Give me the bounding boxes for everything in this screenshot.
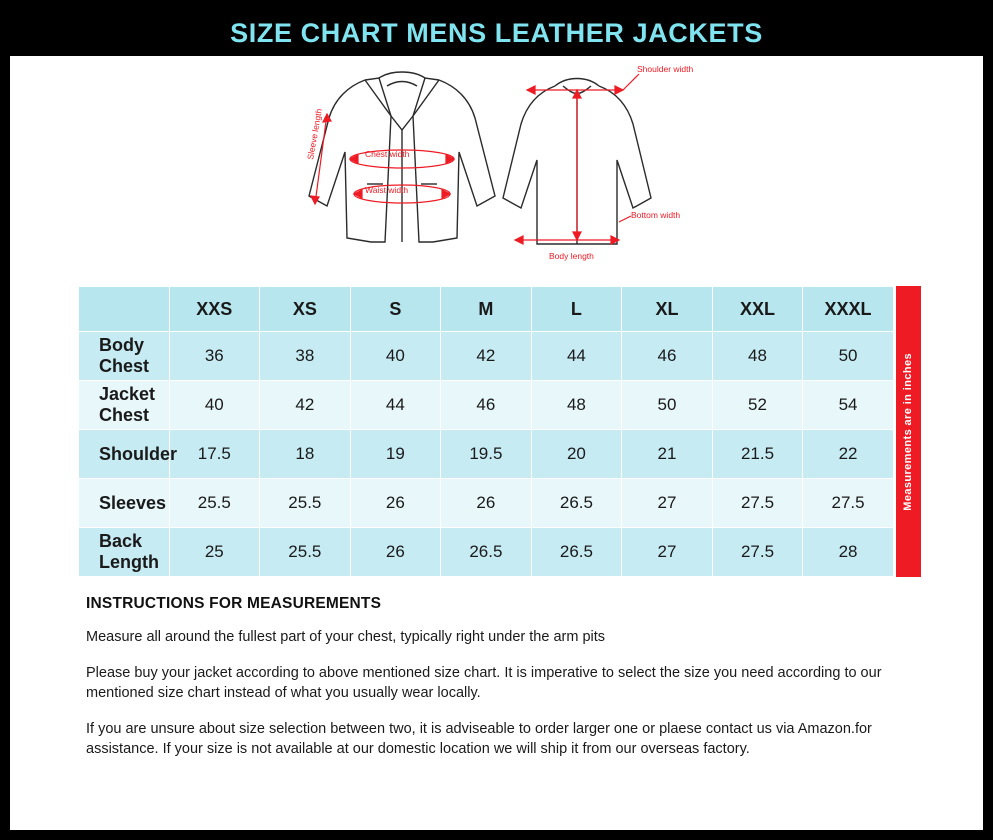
cell-shoulder-s: 19 bbox=[350, 430, 441, 479]
cell-body-chest-l: 44 bbox=[531, 332, 622, 381]
row-label-back-length: Back Length bbox=[79, 528, 170, 577]
cell-back-length-xxxl: 28 bbox=[803, 528, 894, 577]
row-label-sleeves: Sleeves bbox=[79, 479, 170, 528]
table-row bbox=[79, 479, 894, 528]
cell-sleeves-m: 26 bbox=[441, 479, 532, 528]
label-bottom-width: Bottom width bbox=[630, 210, 680, 220]
column-header-l: L bbox=[531, 287, 622, 332]
size-chart-table bbox=[78, 286, 894, 577]
cell-shoulder-xxl: 21.5 bbox=[712, 430, 803, 479]
table-corner-cell bbox=[79, 287, 170, 332]
row-label-jacket-chest: Jacket Chest bbox=[79, 381, 170, 430]
cell-body-chest-xxl: 48 bbox=[712, 332, 803, 381]
column-header-xxs: XXS bbox=[169, 287, 260, 332]
units-side-banner bbox=[896, 286, 921, 577]
instructions-paragraph-3: If you are unsure about size selection between two, it is adviseable to order larger one or plaese contact us via Amazon.for assistance. If your size is not available at our domestic location we will ship it from our overseas factory. bbox=[86, 721, 872, 757]
cell-jacket-chest-s: 44 bbox=[350, 381, 441, 430]
cell-body-chest-xxs: 36 bbox=[169, 332, 260, 381]
cell-sleeves-s: 26 bbox=[350, 479, 441, 528]
label-waist-width: Waist width bbox=[364, 185, 408, 195]
cell-back-length-m: 26.5 bbox=[441, 528, 532, 577]
cell-body-chest-s: 40 bbox=[350, 332, 441, 381]
cell-jacket-chest-xxl: 52 bbox=[712, 381, 803, 430]
label-sleeve-length: Sleeve length bbox=[304, 107, 324, 161]
jacket-measurement-diagram bbox=[10, 56, 983, 286]
cell-jacket-chest-m: 46 bbox=[441, 381, 532, 430]
cell-shoulder-xs: 18 bbox=[260, 430, 351, 479]
cell-body-chest-m: 42 bbox=[441, 332, 532, 381]
cell-back-length-xl: 27 bbox=[622, 528, 713, 577]
row-label-body-chest: Body Chest bbox=[79, 332, 170, 381]
label-chest-width: Chest width bbox=[364, 149, 409, 159]
table-header-row bbox=[79, 287, 894, 332]
table-row bbox=[79, 381, 894, 430]
title-bar bbox=[10, 10, 983, 56]
cell-shoulder-xxxl: 22 bbox=[803, 430, 894, 479]
cell-sleeves-l: 26.5 bbox=[531, 479, 622, 528]
cell-shoulder-xl: 21 bbox=[622, 430, 713, 479]
instructions-heading: INSTRUCTIONS FOR MEASUREMENTS bbox=[86, 595, 382, 612]
cell-body-chest-xs: 38 bbox=[260, 332, 351, 381]
jacket-diagram-svg bbox=[287, 56, 707, 281]
table-row bbox=[79, 332, 894, 381]
cell-back-length-s: 26 bbox=[350, 528, 441, 577]
table-row bbox=[79, 528, 894, 577]
cell-jacket-chest-xxxl: 54 bbox=[803, 381, 894, 430]
table-body bbox=[79, 332, 894, 577]
page-title: SIZE CHART MENS LEATHER JACKETS bbox=[230, 17, 763, 48]
cell-body-chest-xxxl: 50 bbox=[803, 332, 894, 381]
cell-shoulder-m: 19.5 bbox=[441, 430, 532, 479]
cell-sleeves-xxl: 27.5 bbox=[712, 479, 803, 528]
cell-jacket-chest-l: 48 bbox=[531, 381, 622, 430]
cell-sleeves-xs: 25.5 bbox=[260, 479, 351, 528]
cell-sleeves-xxs: 25.5 bbox=[169, 479, 260, 528]
cell-back-length-xxl: 27.5 bbox=[712, 528, 803, 577]
cell-sleeves-xxxl: 27.5 bbox=[803, 479, 894, 528]
column-header-xxl: XXL bbox=[712, 287, 803, 332]
column-header-s: S bbox=[350, 287, 441, 332]
cell-jacket-chest-xs: 42 bbox=[260, 381, 351, 430]
cell-jacket-chest-xxs: 40 bbox=[169, 381, 260, 430]
cell-sleeves-xl: 27 bbox=[622, 479, 713, 528]
cell-body-chest-xl: 46 bbox=[622, 332, 713, 381]
column-header-xl: XL bbox=[622, 287, 713, 332]
cell-back-length-xxs: 25 bbox=[169, 528, 260, 577]
cell-jacket-chest-xl: 50 bbox=[622, 381, 713, 430]
instructions-paragraph-1: Measure all around the fullest part of your chest, typically right under the arm pits bbox=[86, 629, 606, 645]
instructions-paragraph-2: Please buy your jacket according to above mentioned size chart. It is imperative to select the size you need according to our mentioned size chart instead of what you usually wear locally. bbox=[86, 665, 882, 701]
units-side-banner-text: Measurements are in inches bbox=[902, 352, 915, 511]
column-header-xs: XS bbox=[260, 287, 351, 332]
row-label-shoulder: Shoulder bbox=[79, 430, 170, 479]
instructions-section bbox=[78, 595, 921, 759]
label-body-length: Body length bbox=[548, 251, 594, 261]
cell-back-length-xs: 25.5 bbox=[260, 528, 351, 577]
cell-shoulder-xxs: 17.5 bbox=[169, 430, 260, 479]
table-header bbox=[79, 287, 894, 332]
label-shoulder-width: Shoulder width bbox=[636, 64, 693, 74]
size-chart-sheet bbox=[10, 10, 983, 830]
cell-back-length-l: 26.5 bbox=[531, 528, 622, 577]
column-header-m: M bbox=[441, 287, 532, 332]
size-table-wrapper bbox=[78, 286, 921, 577]
cell-shoulder-l: 20 bbox=[531, 430, 622, 479]
table-row bbox=[79, 430, 894, 479]
column-header-xxxl: XXXL bbox=[803, 287, 894, 332]
